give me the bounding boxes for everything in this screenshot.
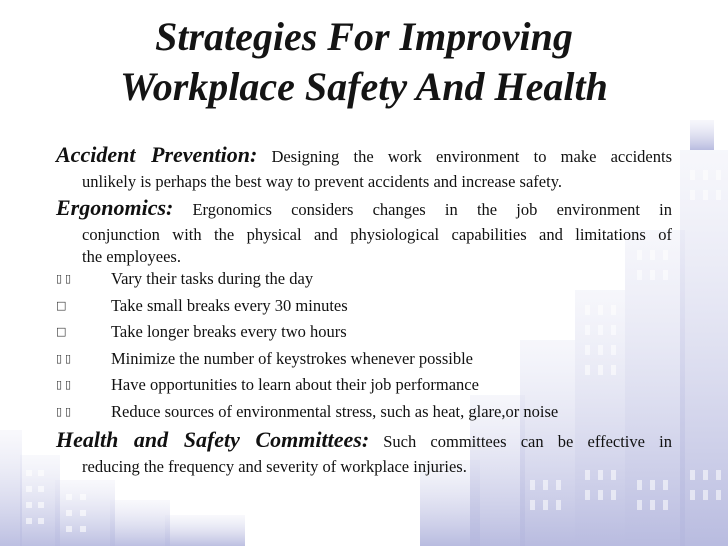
list-item [56,319,676,346]
list-item-text: Take small breaks every 30 minutes [111,295,348,315]
bullet-glyph: ▯▯ [56,378,75,391]
section-first-line [56,427,672,456]
slide-title-line-2: Workplace Safety And Health [120,64,608,109]
slide-title-line-1: Strategies For Improving [155,14,573,59]
section-accident-prevention [56,142,672,193]
section-heading: Accident Prevention: [56,142,258,167]
list-item-text: Take longer breaks every two hours [111,322,347,341]
list-item-text: Minimize the number of keystrokes whenever possible [111,348,473,368]
section-first-line [56,195,672,224]
list-item [56,346,676,373]
section-text-continued: conjunction with the physical and physiological capabilities and limitations of [82,225,672,244]
section-text: Such committees can be effective in [383,432,672,451]
list-item-text: Have opportunities to learn about their job performance [111,375,479,394]
bullet-glyph: ▯▯ [56,351,75,365]
list-item [56,399,676,426]
ergonomic-tips-list [56,266,676,425]
list-item-text: Reduce sources of environmental stress, such as heat, glare,or noise [111,401,559,421]
bullet-glyph: ▯▯ [56,404,75,418]
section-heading: Ergonomics: [56,195,174,220]
bullet-glyph: □ [56,325,70,338]
section-text-continued: the employees. [82,247,181,266]
section-text-continued: unlikely is perhaps the best way to prevent accidents and increase safety. [82,172,563,191]
list-item [56,293,676,320]
list-item [56,372,676,399]
section-text: Designing the work environment to make accidents [271,147,672,166]
list-item [56,266,676,293]
section-first-line [56,142,672,171]
bullet-glyph: □ [56,298,70,312]
section-text: Ergonomics considers changes in the job environment in [192,200,673,219]
slide-title [0,12,728,112]
list-item-text: Vary their tasks during the day [111,269,314,288]
section-health-safety-committees [56,427,672,478]
section-ergonomics [56,195,672,268]
section-text-continued: reducing the frequency and severity of workplace injuries. [82,457,467,476]
bullet-glyph: ▯▯ [56,272,75,285]
section-heading: Health and Safety Committees: [56,427,370,452]
